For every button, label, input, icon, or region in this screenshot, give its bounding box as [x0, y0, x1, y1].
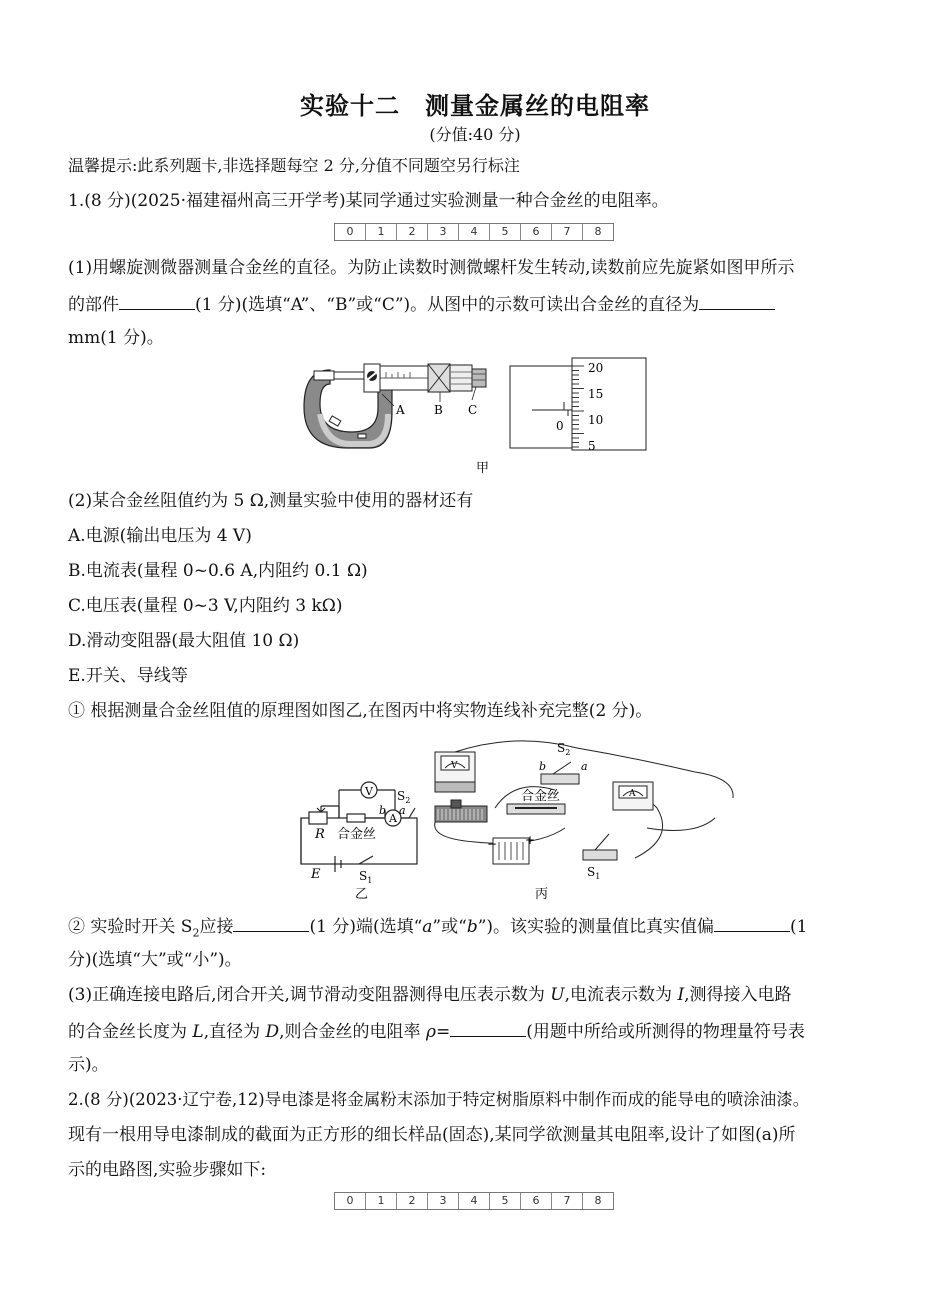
yi-wire-label: 合金丝	[337, 827, 377, 842]
score-cell[interactable]: 3	[428, 224, 459, 240]
option-e: E.开关、导线等	[68, 666, 188, 686]
score-cell[interactable]: 8	[594, 225, 602, 238]
yi-s2	[397, 789, 410, 805]
bing-voltmeter: V	[451, 761, 458, 771]
q1-part2-sub2-line1	[68, 913, 807, 945]
text: (3)正确连接电路后,闭合开关,调节滑动变阻器测得电压表示数为	[68, 985, 551, 1005]
text: (1 分)端(选填“	[309, 917, 423, 937]
bing-wire-label: 合金丝	[521, 789, 561, 804]
text: S	[587, 865, 596, 879]
q1-part3-line2	[68, 1018, 805, 1044]
option-c: C.电压表(量程 0~3 V,内阻约 3 kΩ)	[68, 596, 343, 616]
bing-a: a	[581, 760, 588, 773]
answer-blank-3[interactable]	[233, 913, 309, 932]
label-c: C	[468, 403, 478, 417]
yi-s1	[359, 869, 372, 885]
yi-e: E	[311, 867, 321, 882]
text: (1 分)(选填“A”、“B”或“C”)。从图中的示数可读出合金丝的直径为	[195, 295, 700, 315]
yi-r: R	[315, 827, 325, 842]
score-cell[interactable]: 4	[459, 1193, 490, 1209]
text: 2	[565, 748, 571, 757]
score-cell[interactable]: 7	[552, 224, 583, 240]
text: ρ	[425, 1022, 436, 1042]
q2-line2: 现有一根用导电漆制成的截面为正方形的细长样品(固态),某同学欲测量其电阻率,设计了如图(a)所	[68, 1125, 796, 1145]
page-title: 实验十二 测量金属丝的电阻率	[300, 92, 650, 120]
text: 1	[595, 872, 601, 881]
option-b: B.电流表(量程 0~0.6 A,内阻约 0.1 Ω)	[68, 561, 368, 581]
text: 的合金丝长度为	[68, 1022, 193, 1042]
text: S	[397, 789, 406, 803]
label-a: A	[396, 403, 405, 417]
q1-part3-line1	[68, 983, 792, 1007]
text: 应接	[199, 917, 234, 937]
text: ,直径为	[203, 1022, 266, 1042]
score-cell[interactable]: 6	[521, 224, 552, 240]
subscript: 2	[192, 926, 200, 940]
q2-line3: 示的电路图,实验步骤如下:	[68, 1160, 267, 1180]
score-cell[interactable]: 1	[366, 224, 397, 240]
text: 的部件	[68, 295, 119, 315]
text: ,则合金丝的电阻率	[279, 1022, 426, 1042]
yi-voltmeter: V	[365, 785, 373, 798]
text: (用题中所给或所测得的物理量符号表	[526, 1022, 805, 1042]
text: ”或“	[432, 917, 467, 937]
text: S	[557, 741, 566, 755]
option-d: D.滑动变阻器(最大阻值 10 Ω)	[68, 631, 300, 651]
tip-text: 温馨提示:此系列题卡,非选择题每空 2 分,分值不同题空另行标注	[68, 156, 520, 175]
text: ”)。该实验的测量值比真实值偏	[477, 917, 715, 937]
score-cell[interactable]: 7	[552, 1193, 583, 1209]
text: ② 实验时开关 S	[68, 917, 193, 937]
bing-s2	[557, 741, 570, 757]
option-a: A.电源(输出电压为 4 V)	[68, 526, 252, 546]
q2-line1: 2.(8 分)(2023·辽宁卷,12)导电漆是将金属粉末添加于特定树脂原料中制作而成的能导电的喷涂油漆。	[68, 1090, 810, 1109]
q1-part3-line3: 示)。	[68, 1055, 109, 1075]
text: ,电流表示数为	[564, 985, 678, 1005]
label-b: B	[434, 403, 443, 417]
scale-label-5: 5	[588, 439, 596, 453]
score-grid-q2	[334, 1192, 614, 1210]
answer-blank-2[interactable]	[699, 291, 775, 310]
score-cell[interactable]: 5	[490, 1193, 521, 1209]
text: 1	[367, 876, 373, 885]
score-cell[interactable]: 6	[521, 1193, 552, 1209]
score-cell[interactable]: 2	[397, 224, 428, 240]
yi-a: a	[399, 804, 406, 817]
bing-b: b	[539, 760, 547, 773]
scale-label-20: 20	[588, 361, 604, 375]
score-cell[interactable]: 8	[594, 1194, 602, 1207]
q1-part1-line3: mm(1 分)。	[68, 328, 164, 348]
text: S	[359, 869, 368, 883]
text: ,测得接入电路	[684, 985, 792, 1005]
figure-jia	[300, 352, 660, 476]
answer-blank-1[interactable]	[119, 291, 195, 310]
bing-plus: +	[525, 833, 536, 847]
q1-part2-heading: (2)某合金丝阻值约为 5 Ω,测量实验中使用的器材还有	[68, 491, 474, 511]
figure-yi-bing	[295, 738, 915, 908]
score-cell[interactable]: 1	[366, 1193, 397, 1209]
q1-part2-sub1: ① 根据测量合金丝阻值的原理图如图乙,在图丙中将实物连线补充完整(2 分)。	[68, 701, 653, 721]
score-cell[interactable]: 2	[397, 1193, 428, 1209]
micrometer-scale	[510, 358, 646, 450]
scale-zero: 0	[556, 419, 564, 433]
q1-part2-sub2-line2: 分)(选填“大”或“小”)。	[68, 950, 242, 970]
scale-label-10: 10	[588, 413, 604, 427]
text: (1	[790, 917, 808, 937]
q1-part1-line2	[68, 291, 775, 317]
score-total: (分值:40 分)	[429, 125, 521, 144]
q1-part1-line1: (1)用螺旋测微器测量合金丝的直径。为防止读数时测微螺杆发生转动,读数前应先旋紧如图甲所示	[68, 258, 795, 278]
micrometer-illustration	[304, 364, 486, 448]
text: D	[265, 1022, 280, 1042]
text: b	[466, 917, 478, 937]
figure-caption-bing: 丙	[535, 887, 549, 902]
score-grid-q1	[334, 223, 614, 241]
figure-caption-yi: 乙	[355, 887, 369, 902]
figure-caption-jia: 甲	[476, 461, 490, 476]
answer-blank-5[interactable]	[450, 1018, 526, 1037]
yi-b: b	[379, 804, 387, 817]
score-cell[interactable]: 3	[428, 1193, 459, 1209]
text: U	[550, 985, 565, 1005]
text: I	[677, 985, 685, 1005]
answer-blank-4[interactable]	[714, 913, 790, 932]
score-cell[interactable]: 5	[490, 224, 521, 240]
yi-ammeter: A	[389, 812, 397, 825]
text: 2	[405, 796, 411, 805]
text: L	[192, 1022, 204, 1042]
bing-minus: −	[487, 837, 498, 851]
bing-s1	[587, 865, 600, 881]
text: =	[435, 1022, 451, 1042]
scale-label-15: 15	[588, 387, 604, 401]
q1-heading: 1.(8 分)(2025·福建福州高三开学考)某同学通过实验测量一种合金丝的电阻率。	[68, 191, 669, 211]
score-cell[interactable]: 0	[335, 224, 366, 240]
score-cell[interactable]: 0	[335, 1193, 366, 1209]
score-cell[interactable]: 4	[459, 224, 490, 240]
text: a	[422, 917, 433, 937]
bing-ammeter: A	[629, 789, 636, 799]
